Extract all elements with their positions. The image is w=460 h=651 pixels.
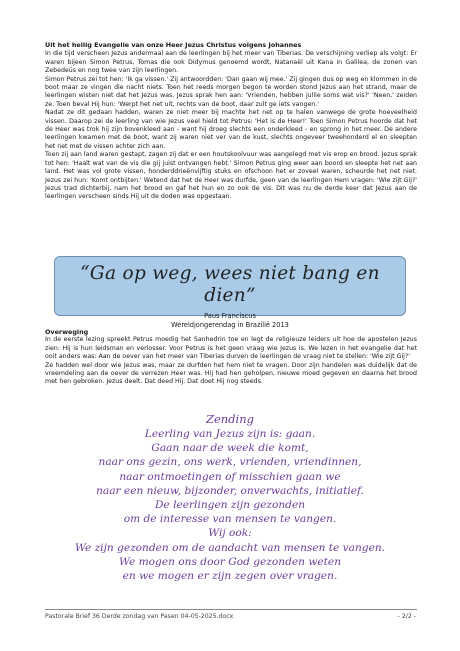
mission-poem xyxy=(30,412,430,583)
mission-line: Wij ook: xyxy=(208,527,252,540)
quote-text: “Ga op weg, wees niet bang en dien” xyxy=(80,263,380,306)
quote-author: Paus Franciscus xyxy=(204,312,256,320)
mission-line: De leerlingen zijn gezonden xyxy=(154,499,306,512)
quote-event: Wereldjongerendag in Brazilië 2013 xyxy=(171,320,289,329)
gospel-paragraph: Simon Petrus zei tot hen: 'Ik ga vissen.' Zij antwoordden: 'Dan gaan wij mee.' Zij gingen dus op weg en klommen in de boot maar ze vingen die nacht niets. Toen het reeds morgen begon te worden stond Jezus aan het strand, maar de leerlingen wisten niet dat het Jezus was. Jezus sprak hen aan: 'Vrienden, hebben jullie soms wat vis?' 'Neen,' zeiden ze. Toen beval Hij hun: 'Werpt het net uit, rechts van de boot, daar zult ge iets vangen.' xyxy=(45,75,417,108)
mission-line: We zijn gezonden om de aandacht van mensen te vangen. xyxy=(74,541,386,554)
mission-line: We mogen ons door God gezonden weten xyxy=(118,555,342,568)
reflection-paragraph: In de eerste lezing spreekt Petrus moedig het Sanhedrin toe en legt de religieuze leiders uit hoe de apostelen Jezus zien: Hij is hun leidsman en verlosser. Voor Petrus is het geen vraag wie Jezus is. We lezen in het evangelie dat het ooit anders was: Aan de oever van het meer van Tiberias durven de leerlingen de vraag niet te stellen: 'Wie zijt Gij?' xyxy=(45,336,417,361)
mission-line: naar ons gezin, ons werk, vrienden, vriendinnen, xyxy=(98,456,362,469)
footer-page-number: - 2/2 - xyxy=(397,613,416,620)
gospel-paragraph: Nadat ze dit gedaan hadden, waren ze niet meer bij machte het net op te halen vanwege de grote hoeveelheid vissen. Daarop zei de leerling van wie Jezus veel hield tot Petrus: 'Het is de Heer!' Toen Simon Petrus hoorde dat het de Heer was trok hij zijn bovenkleed aan - want hij droeg slechts een onderkleed - en sprong in het meer. De andere leerlingen kwamen met de boot, want zij waren niet ver van de kust, slechts ongeveer tweehonderd el en sleepten het net met de vissen achter zich aan. xyxy=(45,109,417,150)
mission-line: naar ontmoetingen of misschien gaan we xyxy=(119,470,341,483)
mission-line: naar een nieuw, bijzonder, onverwachts, initiatief. xyxy=(96,484,364,497)
gospel-title: Uit het heilig Evangelie van onze Heer Jezus Christus volgens Johannes xyxy=(45,41,302,49)
reflection-title: Overweging xyxy=(45,328,89,336)
gospel-paragraph: Toen zij aan land waren gestapt, zagen zij dat er een houtskoolvuur was aangelegd met vis erop en brood. Jezus sprak tot hen: 'Haalt wat van de vis die gij juist ontvangen hebt.' Simon Petrus ging weer aan boord en sleepte het net aan land. Het was vol grote vissen, honderddrieënvijftig stuks en ofschoon het er zoveel waren, scheurde het net niet. Jezus zei hun: 'Komt ontbijten.' Wetend dat het de Heer was durfde, geen van de leerlingen Hem vragen: 'Wie zijt Gij?' Jezus trad dichterbij, nam het brood en gaf het hun en zo ook de vis. Dit was nu de derde keer dat Jezus aan de leerlingen verscheen sinds Hij uit de doden was opgestaan. xyxy=(45,151,417,201)
reflection-section xyxy=(45,328,417,387)
footer-divider xyxy=(45,609,417,610)
mission-line: Gaan naar de week die komt, xyxy=(151,442,309,455)
gospel-paragraph: In die tijd verscheen Jezus andermaal aan de leerlingen bij het meer van Tiberias. De verschijning verliep als volgt: Er waren bijeen Simon Petrus, Tomas die ook Didymus genoemd wordt, Natanaël uit Kana in Galilea, de zonen van Zebedeüs en nog twee van zijn leerlingen. xyxy=(45,50,417,75)
quote-box xyxy=(54,256,406,329)
footer-filename: Pastorale Brief 36 Derde zondag van Pasen 04-05-2025.docx xyxy=(45,613,234,620)
reflection-paragraph: Ze hadden wel door wie Jezus was, maar ze durfden het hem niet te vragen. Door zijn handelen was duidelijk dat de vreemdeling aan de oever de verrezen Heer was. Hij had hen geholpen, nieuwe moed gegeven en daarna het brood met hen gebroken. Jezus deelt. Dat deed Hij. Dat doet Hij nog steeds. xyxy=(45,361,417,386)
mission-line: Leerling van Jezus zijn is: gaan. xyxy=(144,428,316,440)
mission-line: om de interesse van mensen te vangen. xyxy=(123,513,337,526)
gospel-section xyxy=(45,41,417,202)
mission-title: Zending xyxy=(205,412,254,426)
mission-line: en we mogen er zijn zegen over vragen. xyxy=(122,570,338,583)
